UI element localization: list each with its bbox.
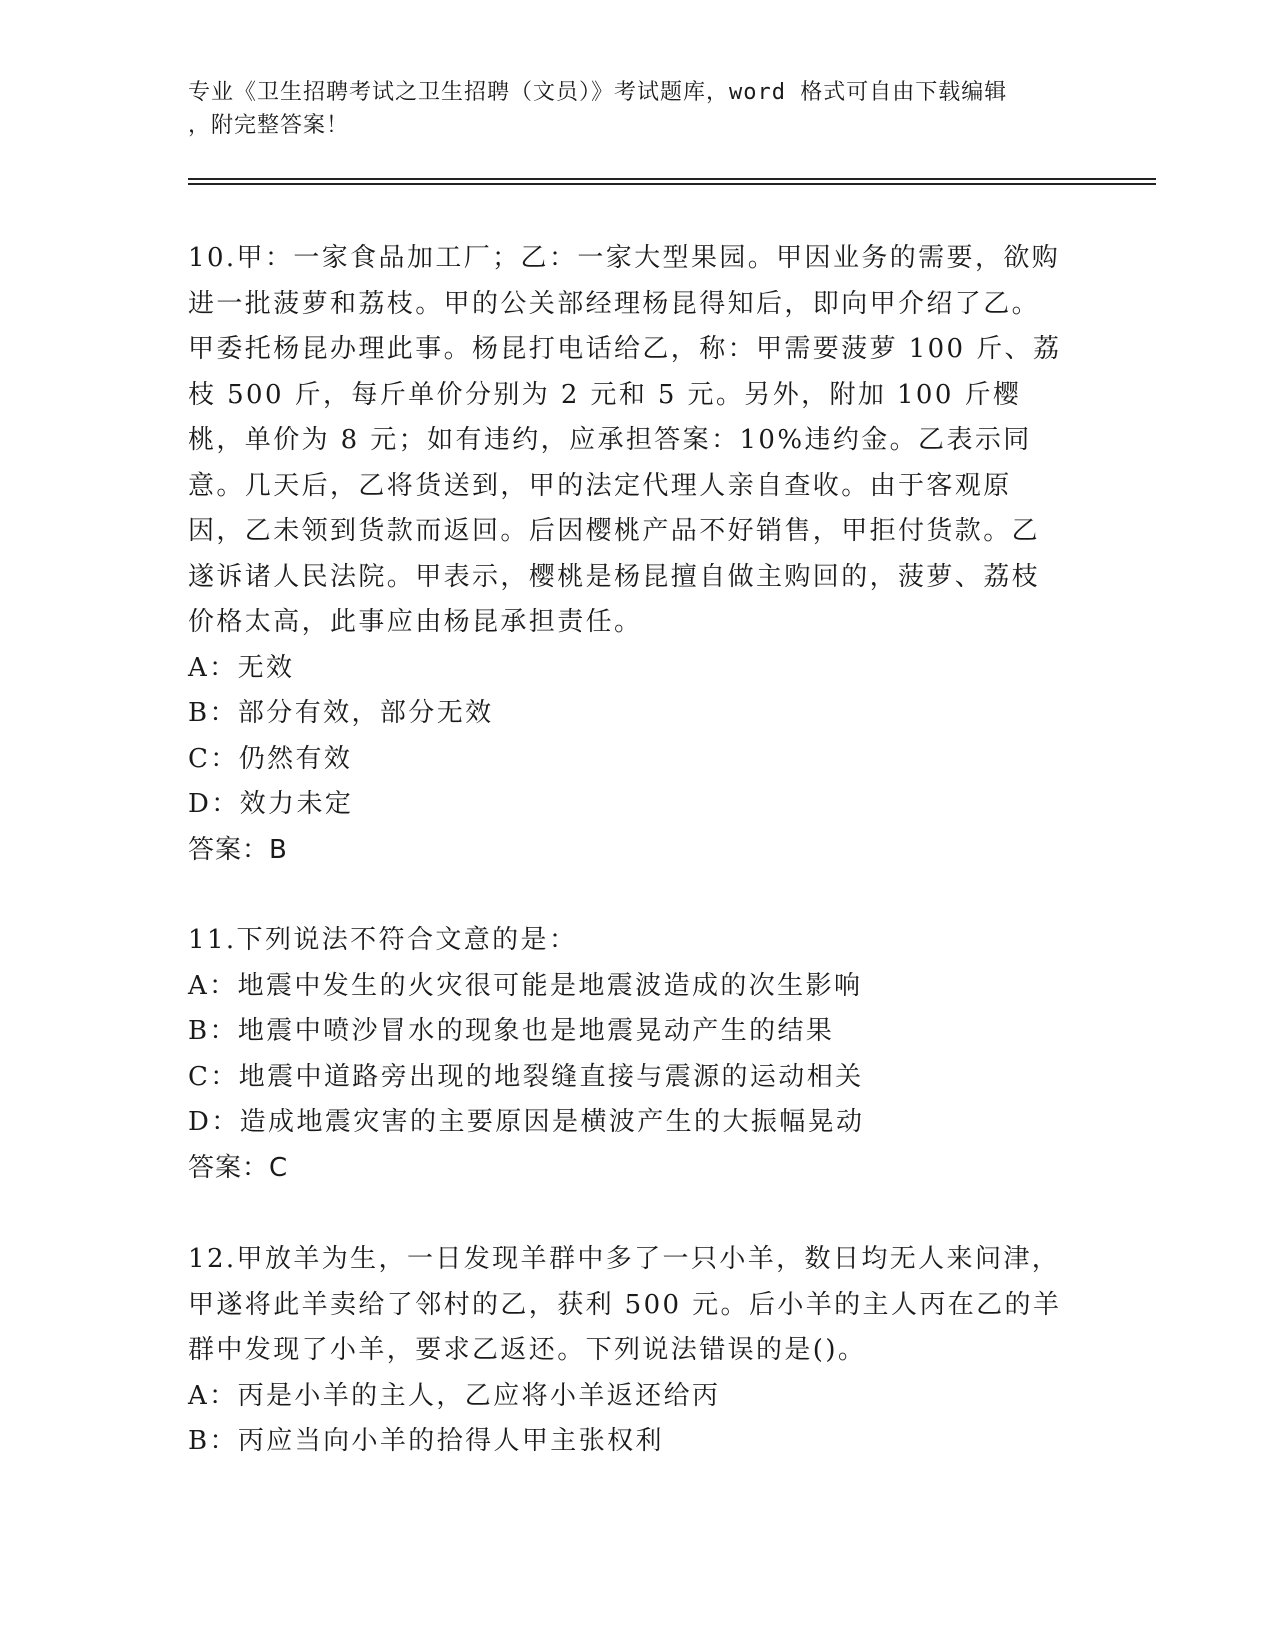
question-11 <box>188 918 1068 1191</box>
question-stem: 12.甲放羊为生，一日发现羊群中多了一只小羊，数日均无人来问津，甲遂将此羊卖给了邻村的乙，获利 500 元。后小羊的主人丙在乙的羊群中发现了小羊，要求乙返还。下列说法错误的是()。 <box>188 1244 1062 1365</box>
header-divider-bottom <box>188 183 1156 185</box>
option-b: B：丙应当向小羊的拾得人甲主张权利 <box>188 1426 664 1456</box>
header-line-2: ，附完整答案！ <box>188 113 350 138</box>
option-d: D：造成地震灾害的主要原因是横波产生的大振幅晃动 <box>188 1107 865 1137</box>
option-a: A：丙是小羊的主人，乙应将小羊返还给丙 <box>188 1380 721 1411</box>
question-12 <box>188 1237 1068 1465</box>
option-a: A：地震中发生的火灾很可能是地震波造成的次生影响 <box>188 970 863 1001</box>
question-stem: 11.下列说法不符合文意的是： <box>188 925 578 955</box>
question-stem: 10.甲：一家食品加工厂；乙：一家大型果园。甲因业务的需要，欲购进一批菠萝和荔枝。甲的公关部经理杨昆得知后，即向甲介绍了乙。甲委托杨昆办理此事。杨昆打电话给乙，称：甲需要菠萝 100 斤、荔枝 500 斤，每斤单价分别为 2 元和 5 元。另外，附加 100 斤樱桃，单价为 8 元；如有违约，应承担答案：10%违约金。乙表示同意。几天后，乙将货送到，甲的法定代理人亲自查收。由于客观原因，乙未领到货款而返回。后因樱桃产品不好销售，甲拒付货款。乙遂诉诸人民法院。甲表示，樱桃是杨昆擅自做主购回的，菠萝、荔枝价格太高，此事应由杨昆承担责任。 <box>188 243 1062 637</box>
option-d: D：效力未定 <box>188 789 354 819</box>
option-a: A：无效 <box>188 652 295 683</box>
option-b: B：地震中喷沙冒水的现象也是地震晃动产生的结果 <box>188 1016 835 1046</box>
answer-line: 答案：C <box>188 1152 289 1183</box>
answer-line: 答案：B <box>188 834 288 865</box>
option-c: C：仍然有效 <box>188 743 353 774</box>
header-divider-top <box>188 178 1156 180</box>
header-line-1: 专业《卫生招聘考试之卫生招聘（文员）》考试题库，word 格式可自由下载编辑 <box>188 80 1008 105</box>
document-header <box>188 76 1088 142</box>
option-c: C：地震中道路旁出现的地裂缝直接与震源的运动相关 <box>188 1061 864 1092</box>
option-b: B：部分有效，部分无效 <box>188 698 494 728</box>
question-10 <box>188 236 1068 873</box>
